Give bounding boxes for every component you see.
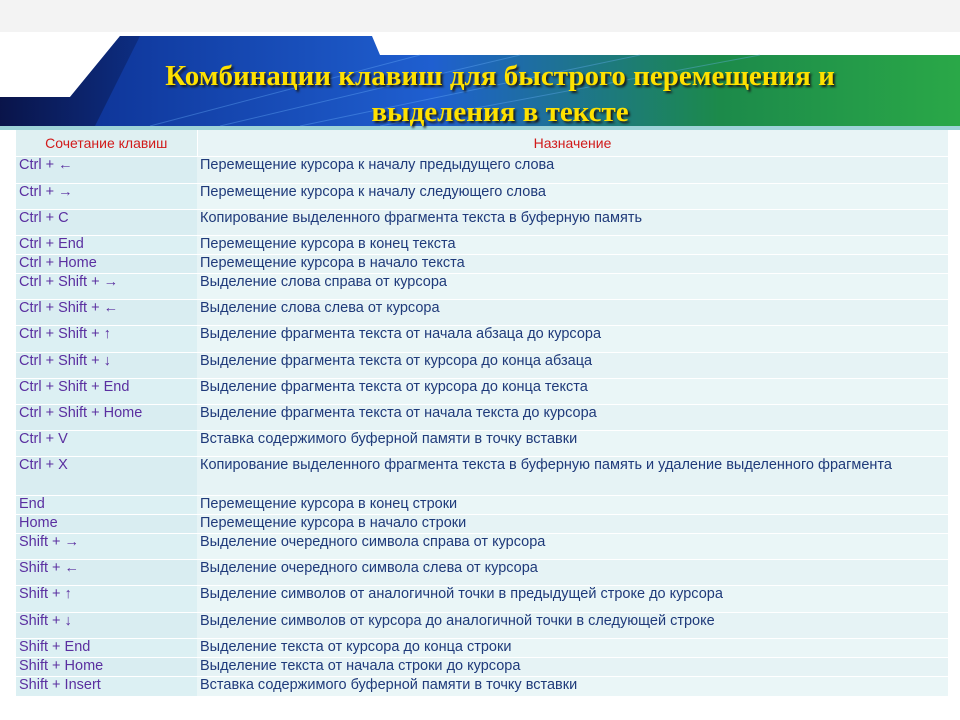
table-row: [16, 496, 948, 515]
shortcut-key-cell: Ctrl + C: [16, 210, 197, 236]
shortcut-description-cell: Перемещение курсора в конец текста: [197, 236, 948, 255]
shortcut-description-cell: Выделение текста от начала строки до курсора: [197, 658, 948, 677]
shortcut-description-cell: Выделение текста от курсора до конца строки: [197, 639, 948, 658]
table-row: [16, 586, 948, 613]
title-line-1: Комбинации клавиш для быстрого перемещения и: [165, 60, 835, 92]
shortcut-description-cell: Выделение очередного символа справа от курсора: [197, 534, 948, 560]
shortcut-key-cell: Ctrl + Home: [16, 255, 197, 274]
shortcut-key-cell: Shift + Insert: [16, 677, 197, 696]
shortcut-description-cell: Вставка содержимого буферной памяти в точку вставки: [197, 431, 948, 457]
column-header-keys: Сочетание клавиш: [16, 130, 197, 157]
slide-date: 09.06.20: [745, 38, 792, 52]
shortcut-description-cell: Выделение символов от курсора до аналогичной точки в следующей строке: [197, 613, 948, 639]
shortcut-key-cell: Shift + End: [16, 639, 197, 658]
shortcut-key-cell: Ctrl + ←: [16, 157, 197, 184]
shortcut-key-cell: Shift + Home: [16, 658, 197, 677]
shortcut-key-cell: Ctrl + Shift + ↑: [16, 326, 197, 353]
table-row: [16, 405, 948, 431]
column-header-purpose: Назначение: [197, 130, 948, 157]
shortcut-description-cell: Выделение символов от аналогичной точки в предыдущей строке до курсора: [197, 586, 948, 613]
shortcut-key-cell: Ctrl + End: [16, 236, 197, 255]
table-row: [16, 353, 948, 379]
table-header-row: [16, 130, 948, 157]
shortcut-key-cell: Ctrl + Shift + ←: [16, 300, 197, 326]
table-row: [16, 274, 948, 300]
table-row: [16, 560, 948, 586]
table-row: [16, 300, 948, 326]
shortcut-description-cell: Копирование выделенного фрагмента текста в буферную память: [197, 210, 948, 236]
shortcut-key-cell: Ctrl + X: [16, 457, 197, 496]
table-row: [16, 255, 948, 274]
shortcut-description-cell: Перемещение курсора к началу следующего слова: [197, 184, 948, 210]
shortcut-table: [16, 130, 949, 696]
shortcut-description-cell: Перемещение курсора к началу предыдущего слова: [197, 157, 948, 184]
shortcut-key-cell: Shift + ↓: [16, 613, 197, 639]
shortcut-description-cell: Выделение фрагмента текста от начала абзаца до курсора: [197, 326, 948, 353]
table-row: [16, 184, 948, 210]
table-row: [16, 457, 948, 496]
table-row: [16, 379, 948, 405]
shortcut-description-cell: Выделение слова справа от курсора: [197, 274, 948, 300]
shortcut-key-cell: Ctrl + Shift + End: [16, 379, 197, 405]
shortcut-description-cell: Перемещение курсора в начало строки: [197, 515, 948, 534]
shortcut-description-cell: Копирование выделенного фрагмента текста в буферную память и удаление выделенного фрагмента: [197, 457, 948, 496]
shortcut-key-cell: Ctrl + Shift + →: [16, 274, 197, 300]
slide-title: [60, 58, 940, 130]
shortcut-description-cell: Перемещение курсора в конец строки: [197, 496, 948, 515]
table-row: [16, 515, 948, 534]
shortcut-description-cell: Перемещение курсора в начало текста: [197, 255, 948, 274]
shortcut-key-cell: Shift + ←: [16, 560, 197, 586]
shortcut-key-cell: Ctrl + Shift + ↓: [16, 353, 197, 379]
table-row: [16, 639, 948, 658]
shortcut-key-cell: Shift + →: [16, 534, 197, 560]
shortcut-description-cell: Выделение фрагмента текста от курсора до конца текста: [197, 379, 948, 405]
table-row: [16, 534, 948, 560]
table-row: [16, 236, 948, 255]
table-body: [16, 157, 948, 696]
table-row: [16, 658, 948, 677]
table-row: [16, 157, 948, 184]
shortcut-key-cell: Ctrl + Shift + Home: [16, 405, 197, 431]
table-row: [16, 613, 948, 639]
shortcut-key-cell: Ctrl + →: [16, 184, 197, 210]
table-row: [16, 326, 948, 353]
shortcut-key-cell: End: [16, 496, 197, 515]
shortcut-description-cell: Вставка содержимого буферной памяти в точку вставки: [197, 677, 948, 696]
shortcut-description-cell: Выделение фрагмента текста от курсора до конца абзаца: [197, 353, 948, 379]
shortcut-table-container: [16, 130, 948, 696]
shortcut-key-cell: Shift + ↑: [16, 586, 197, 613]
shortcut-description-cell: Выделение очередного символа слева от курсора: [197, 560, 948, 586]
table-row: [16, 210, 948, 236]
shortcut-description-cell: Выделение слова слева от курсора: [197, 300, 948, 326]
table-row: [16, 677, 948, 696]
shortcut-key-cell: Home: [16, 515, 197, 534]
title-line-2: выделения в тексте: [371, 96, 629, 128]
table-row: [16, 431, 948, 457]
shortcut-description-cell: Выделение фрагмента текста от начала текста до курсора: [197, 405, 948, 431]
shortcut-key-cell: Ctrl + V: [16, 431, 197, 457]
